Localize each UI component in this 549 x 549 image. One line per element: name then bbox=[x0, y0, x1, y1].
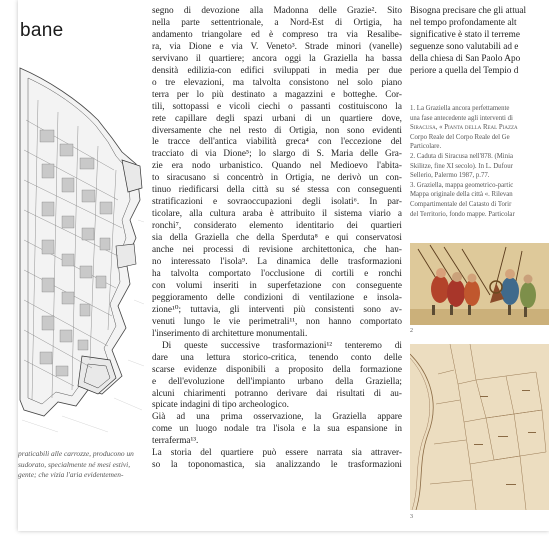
note-line: Corpo Reale del Corpo Reale del Ge bbox=[410, 133, 510, 141]
text-line: periore a quella del Tempio d bbox=[410, 65, 519, 76]
note-line: del Territorio, fondo mappe. Particolar bbox=[410, 210, 515, 218]
text-line: stratificazioni e sovraoccupazioni degli isolati⁶. In par- bbox=[152, 197, 402, 208]
text-line: terraferma¹³. bbox=[152, 436, 199, 447]
text-line: e dell'evoluzione dell'impianto urbano della Graziella; bbox=[152, 376, 402, 387]
text-line: significative è stato il terreme bbox=[410, 29, 520, 40]
note-line: una fase antecedente agli interventi di bbox=[410, 114, 513, 122]
text-line: ronchi⁷, considerato elemento identitario dei quartieri bbox=[152, 221, 402, 232]
text-line: Di queste successive trasformazioni¹² tenteremo di bbox=[162, 340, 402, 351]
text-line: terra per lo più destinato a magazzini e botteghe. Cor- bbox=[152, 89, 402, 100]
note-line: 2. Caduta di Siracusa nell'878. (Minia bbox=[410, 152, 513, 160]
right-column bbox=[410, 0, 549, 531]
text-line: to siracusano si concentrò in Ortigia, ne derivò un con- bbox=[152, 173, 402, 184]
caption-line: sudorato, specialmente né mesi estivi, bbox=[18, 459, 131, 469]
miniature-soldiers-figure bbox=[410, 243, 549, 325]
note-line: 1. La Graziella ancora perfettamente bbox=[410, 105, 510, 112]
text-line: segno di devozione alla Madonna delle Grazie². Sito bbox=[152, 6, 402, 16]
text-line: Già ad una prima osservazione, la Graziella appare bbox=[152, 412, 402, 423]
text-line: densità edilizia-con edifici sviluppati in media per due bbox=[152, 65, 402, 76]
text-line: diversamente che nel resto di Ortigia, non sono evidenti bbox=[152, 125, 402, 136]
text-line: spicate indagini di tipo archeologico. bbox=[152, 400, 289, 411]
text-line: ra, via Dione e via V. Veneto³. Strade minori (vanelle) bbox=[152, 41, 402, 52]
cadastral-map-figure bbox=[410, 344, 549, 510]
text-line: alcuni chiarimenti potranno derivare dai risultati di au- bbox=[152, 388, 402, 399]
text-line: sia della Graziella che della Sperduta⁸ e qui conservatosi bbox=[152, 233, 402, 244]
text-line: anche nei processi di revisione architettonica, che han- bbox=[152, 245, 402, 256]
main-text-column bbox=[152, 6, 402, 472]
figure-number: 2 bbox=[410, 328, 413, 334]
section-heading: bane bbox=[20, 20, 64, 41]
text-line: dare una lettura storico-critica, tenendo conto delle bbox=[152, 352, 402, 363]
text-line: nel tempo profondamente alt bbox=[410, 17, 517, 28]
text-line: l'inserimento di architetture monumentali. bbox=[152, 328, 308, 339]
text-line: rete capillare degli spazi urbani di un quartiere dove, bbox=[152, 113, 402, 124]
footnotes bbox=[410, 104, 518, 219]
text-line: tinuo riedificarsi della città su sé stessa con conseguenti bbox=[152, 185, 402, 196]
note-line: Particolare. bbox=[410, 143, 442, 151]
text-line: o tre elevazioni, ma talvolta consistono nel solo piano bbox=[152, 77, 402, 88]
note-line: Sellerio, Palermo 1987, p.77. bbox=[410, 172, 490, 180]
text-line: Bisogna precisare che gli attual bbox=[410, 6, 527, 16]
text-line: zie era nodo urbanistico. Quando nel Medioevo l'abita- bbox=[152, 161, 402, 172]
text-line: della chiesa di San Paolo Apo bbox=[410, 53, 521, 64]
text-line: con volumi inseriti in superfetazione con conseguente bbox=[152, 280, 402, 291]
text-line: venuti lungo le vie perimetrali¹¹, non hanno comportato bbox=[152, 316, 402, 327]
text-line: ticolare, alla cultura araba è attribuito il sistema viario a bbox=[152, 209, 402, 220]
text-line: no interessato l'isola⁹. La dinamica delle trasformazioni bbox=[152, 257, 402, 268]
text-line: tracciato di via Dione⁵; lo slargo di S. Maria delle Gra- bbox=[152, 149, 402, 160]
note-line: 3. Graziella, mappa geometrico-partic bbox=[410, 181, 514, 189]
text-line: ha talvolta comportato l'occlusione di cortili e ronchi bbox=[152, 268, 402, 279]
text-line: La storia del quartiere può essere narrata sia attraver- bbox=[152, 448, 402, 459]
note-line: Compartimentale del Catasto di Torir bbox=[410, 200, 512, 208]
text-line: so la toponomastica, sia analizzando le trasformazioni bbox=[152, 460, 402, 471]
caption-line: gente; che vizia l'aria evidentemen- bbox=[18, 470, 124, 480]
left-figure-caption bbox=[18, 449, 142, 481]
right-text-block bbox=[410, 6, 526, 78]
note-line: Siracusa, « Pianta della Real Piazza bbox=[410, 124, 518, 132]
text-line: le tracce dell'antica viabilità greca⁴ con l'eccezione del bbox=[152, 137, 402, 148]
caption-line: praticabili alle carrozze, producono un bbox=[18, 449, 134, 458]
text-line: zione¹⁰; tuttavia, gli interventi più consistenti sono av- bbox=[152, 304, 402, 315]
text-line: nella parte settentrionale, a Nord-Est di Ortigia, ha bbox=[152, 17, 402, 28]
text-line: servivano il quartiere; ancora oggi la Graziella ha bassa bbox=[152, 53, 402, 64]
text-line: seguenze sono valutabili ad e bbox=[410, 41, 519, 52]
figure-number: 3 bbox=[410, 514, 413, 520]
left-column bbox=[18, 0, 144, 531]
text-line: peggioramento delle condizioni di ventilazione e insola- bbox=[152, 292, 402, 303]
text-line: come un luogo nodale tra l'isola e la sua espansione in bbox=[152, 424, 402, 435]
document-page bbox=[18, 0, 549, 531]
note-line: Skilitze, fine XI secolo). In L. Dufour bbox=[410, 162, 513, 170]
text-line: andamento triangolare ed è compreso tra via Resalibe- bbox=[152, 29, 402, 40]
note-line: Mappa originale della città «. Rilevan bbox=[410, 191, 513, 199]
text-line: scarse evidenze disponibili a proposito della formazione bbox=[152, 364, 402, 375]
text-line: tili, sottopassi e vicoli ciechi o passanti costituiscono la bbox=[152, 101, 402, 112]
historic-city-map-figure bbox=[18, 60, 144, 440]
